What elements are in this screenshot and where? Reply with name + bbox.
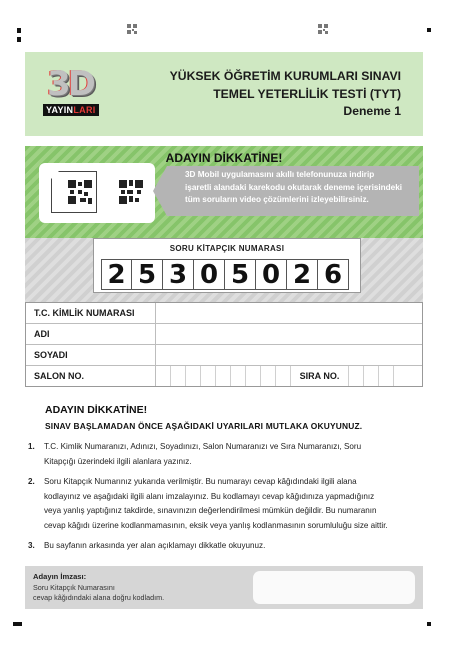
booklet-digit: 2 (101, 259, 132, 290)
sira-label: SIRA NO. (291, 366, 349, 386)
exam-title (170, 68, 401, 120)
warning-item-number: 2. (28, 477, 35, 486)
name-label: ADI (26, 324, 156, 344)
warnings-header (45, 404, 425, 431)
booklet-digits (101, 259, 349, 290)
booklet-number-box (93, 238, 361, 293)
publisher-logo (43, 64, 105, 124)
surname-label: SOYADI (26, 345, 156, 365)
salon-number-cells[interactable] (156, 366, 291, 386)
surname-field[interactable] (156, 345, 422, 365)
exam-header (25, 52, 423, 136)
qr-code-icon (318, 24, 328, 34)
tc-id-row (26, 302, 422, 323)
booklet-digit: 6 (318, 259, 349, 290)
booklet-number-label: SORU KİTAPÇIK NUMARASI (169, 244, 285, 253)
exam-title-line1: YÜKSEK ÖĞRETİM KURUMLARI SINAVI (169, 69, 401, 83)
signature-note: Soru Kitapçık Numarasını cevap kâğıdındaki alana doğru kodladım. (33, 583, 165, 602)
candidate-notice-banner (25, 146, 423, 238)
name-row (26, 323, 422, 344)
warnings-title: ADAYIN DİKKATİNE! (45, 404, 148, 416)
registration-mark-bottom-left (13, 622, 22, 626)
notice-title: ADAYIN DİKKATİNE! (165, 151, 283, 165)
logo-3d-mark: 3D (47, 64, 93, 104)
warnings-list (28, 440, 424, 560)
qr-code-icon (127, 24, 137, 34)
salon-label: SALON NO. (26, 366, 156, 386)
candidate-info-form (25, 302, 423, 387)
booklet-digit: 2 (287, 259, 318, 290)
warning-item: 3. Bu sayfanın arkasında yer alan açıklamayı dikkatle okuyunuz. (28, 539, 424, 554)
warning-item-number: 3. (28, 541, 35, 550)
tc-id-label: T.C. KİMLİK NUMARASI (26, 303, 156, 323)
booklet-digit: 5 (132, 259, 163, 290)
booklet-digit: 0 (194, 259, 225, 290)
tc-id-field[interactable] (156, 303, 422, 323)
surname-row (26, 344, 422, 365)
warning-item: 1. T.C. Kimlik Numaranızı, Adınızı, Soyadınızı, Salon Numaranızı ve Sıra Numaranızı, Soru Kitapçığı üzerindeki ilgili alanlara yazınız. (28, 442, 362, 466)
booklet-digit: 3 (163, 259, 194, 290)
salon-row (26, 365, 422, 386)
qr-scan-card (39, 163, 155, 223)
registration-mark-bottom-right (427, 622, 431, 626)
registration-mark-top-right (427, 28, 431, 32)
notice-message: 3D Mobil uygulamasını akıllı telefonunuza indirip işaretli alandaki karekodu okutarak deneme içerisindeki tüm soruların video çözümlerini izleyebilirsiniz. (185, 170, 403, 204)
registration-mark-top-left (17, 28, 21, 33)
registration-mark-top-left-2 (17, 37, 21, 42)
qr-code-icon (119, 180, 143, 204)
exam-title-line3: Deneme 1 (343, 104, 401, 118)
warnings-subtitle: SINAV BAŞLAMADAN ÖNCE AŞAĞIDAKİ UYARILARI MUTLAKA OKUYUNUZ. (45, 421, 363, 431)
booklet-digit: 5 (225, 259, 256, 290)
warning-item: 2. Soru Kitapçık Numarınız yukarıda verilmiştir. Bu numarayı cevap kâğıdındaki ilgili alana kodlayınız ve aşağıdaki ilgili alanı imzalayınız. Bu kodlamayı cevap kâğıdınıza yapmadığınız veya yanlış yaptığınız takdirde, sınavınızın değerlendirilmesi mümkün değildir. Bu numaranın cevap kâğıdı üzerine kodlanmamasının, eksik veya yanlış kodlanmasının sorumluluğu size aittir. (28, 477, 388, 530)
warning-item-number: 1. (28, 442, 35, 451)
notice-arrow-callout (167, 166, 419, 216)
logo-wordmark: YAYINLARI (43, 104, 99, 116)
sira-number-cells[interactable] (349, 366, 394, 386)
booklet-digit: 0 (256, 259, 287, 290)
booklet-number-area (25, 238, 423, 302)
signature-section (25, 566, 423, 609)
name-field[interactable] (156, 324, 422, 344)
signature-label: Adayın İmzası: (33, 572, 87, 581)
exam-title-line2: TEMEL YETERLİLİK TESTİ (TYT) (213, 87, 401, 101)
signature-field[interactable] (253, 571, 415, 604)
qr-code-icon (68, 180, 92, 204)
